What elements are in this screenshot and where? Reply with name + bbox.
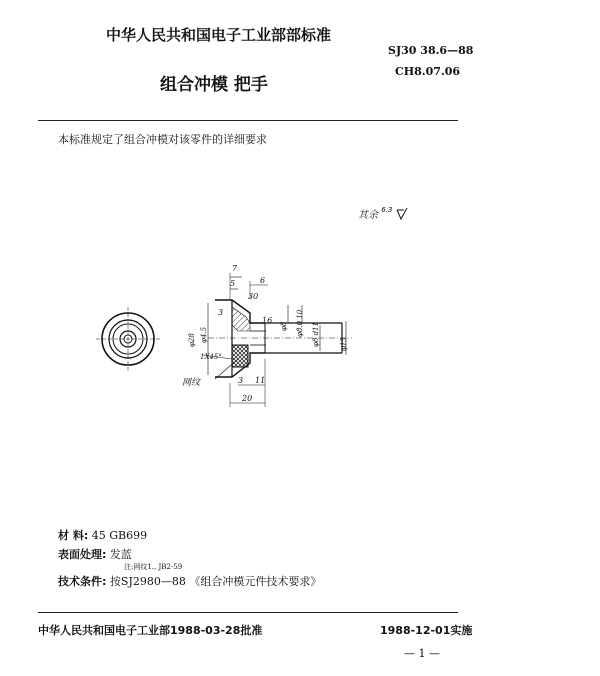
knurl-label: 网纹 [182,378,201,388]
header-rule [38,120,458,121]
alternate-number: CH8.07.06 [395,65,461,78]
material-row: 材 料: 45 GB699 [58,529,148,542]
tech-row: 技术条件: 按SJ2980—88 《组合冲模元件技术要求》 [58,575,322,588]
dim-16: 16 [262,316,273,325]
dim-3b: 3 [238,376,244,385]
material-value: 45 GB699 [91,529,148,542]
issuer-title: 中华人民共和国电子工业部部标准 [106,26,332,44]
spec-note: 注:网纹1., JB2-59 [124,563,183,571]
end-view [96,307,160,371]
roughness-value: 6.3 [381,206,393,214]
dim-phi8-fit: φ8 d11 [312,322,320,347]
dim-phi15: φ15 [340,337,348,351]
surface-value: 发蓝 [109,548,132,561]
section-view [182,264,352,407]
effective-date: 1988-12-01实施 [380,624,473,637]
footer-rule [38,612,458,613]
material-label: 材 料 [58,529,84,542]
surface-row: 表面处理: 发蓝 [58,548,132,561]
tech-label: 技术条件 [58,575,102,588]
document-title: 组合冲模 把手 [160,75,268,95]
standard-number: SJ30 38.6—88 [388,44,474,57]
dim-phi28: φ28 [188,333,196,347]
dim-phi4-5: φ4.5 [200,326,208,343]
tech-value: 按SJ2980—88 《组合冲模元件技术要求》 [109,575,322,588]
dim-30: 30 [248,292,259,301]
surface-label: 表面处理 [58,548,102,561]
approval-text: 中华人民共和国电子工业部1988-03-28批准 [38,624,263,637]
dim-phi8: φ8 [280,321,288,331]
roughness-note [358,206,408,221]
dim-7: 7 [232,264,238,273]
dim-20: 20 [242,394,253,403]
page-number: — 1 — [404,647,440,660]
roughness-icon [396,208,408,220]
intro-text: 本标准规定了组合冲模对该零件的详细要求 [58,133,267,146]
dim-phi8-tolerance: φ8.0 10 [296,309,304,337]
roughness-label: 其余 [358,210,378,221]
dim-chamfer: 1X45° [200,353,222,361]
dim-5: 5 [230,279,236,288]
dim-11: 11 [255,376,266,385]
dim-6: 6 [260,276,266,285]
part-drawing [90,255,360,415]
dim-3: 3 [218,308,224,317]
